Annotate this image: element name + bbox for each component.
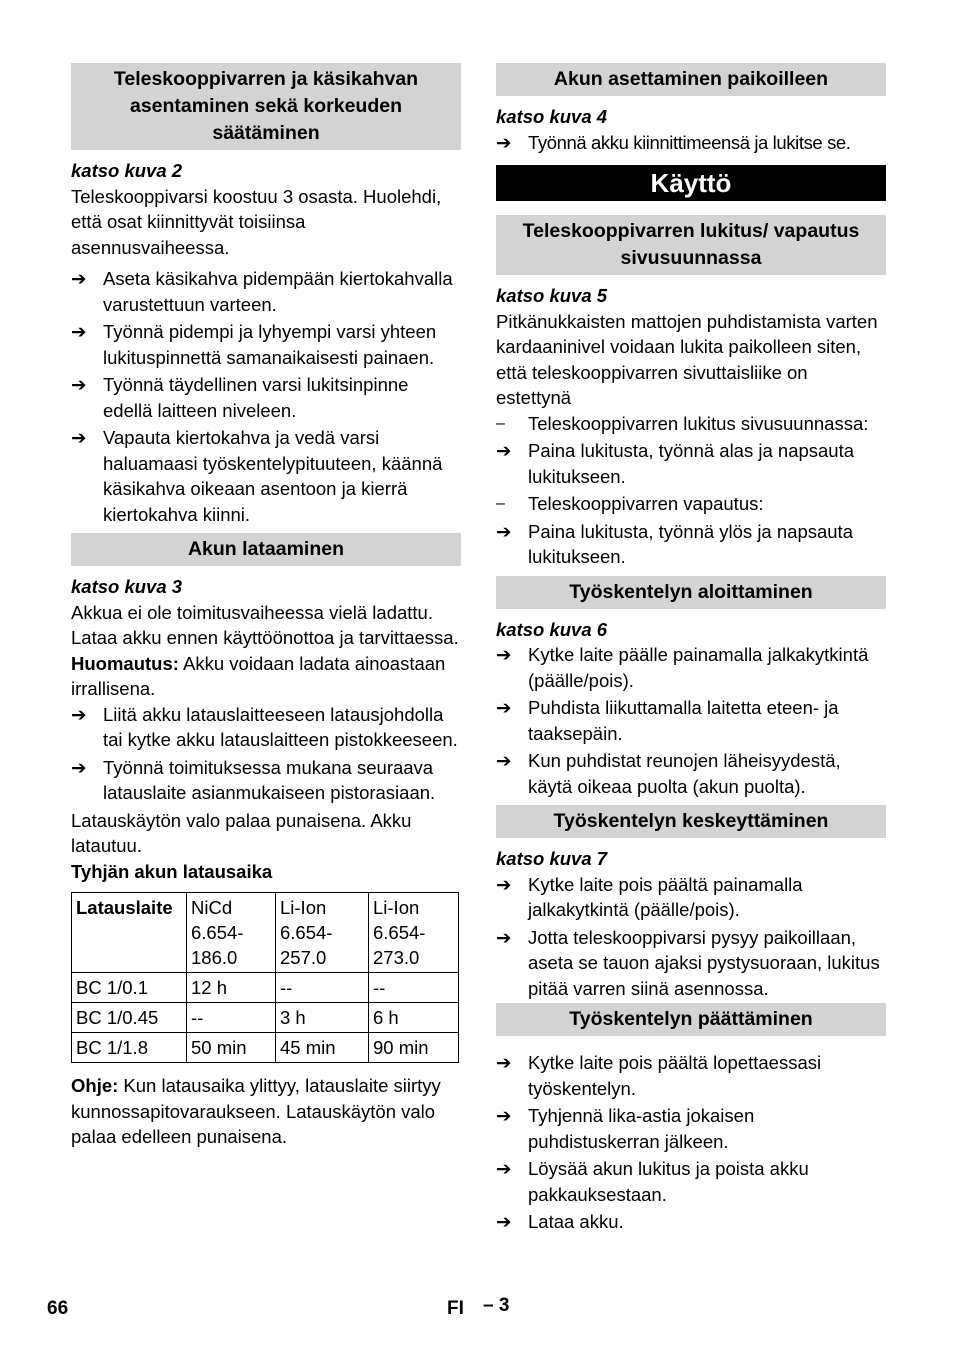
arrow-right-icon: ➔	[496, 1211, 512, 1232]
step-list	[496, 642, 886, 799]
step-item: ➔ Työnnä toimituksessa mukana seuraava latauslaite asianmukaiseen pistorasiaan.	[71, 756, 436, 803]
arrow-right-icon: ➔	[71, 268, 87, 289]
hint-label: Ohje:	[71, 1075, 119, 1096]
arrow-right-icon: ➔	[496, 926, 512, 948]
arrow-right-icon: ➔	[71, 374, 87, 395]
table-title: Tyhjän akun latausaika	[71, 860, 273, 882]
table-header-cell: NiCd 6.654-186.0	[187, 893, 276, 973]
arrow-right-icon: ➔	[496, 440, 512, 461]
arrow-right-icon: ➔	[496, 1052, 512, 1073]
dash-marker: –	[496, 495, 505, 512]
table-header-cell: Li-Ion 6.654-273.0	[369, 893, 459, 973]
table-header-cell: Latauslaite	[72, 893, 187, 973]
arrow-right-icon: ➔	[496, 520, 512, 542]
arrow-right-icon: ➔	[496, 1105, 512, 1126]
section-heading-battery-insert: Akun asettaminen paikoilleen	[496, 63, 886, 96]
language-code: FI	[447, 1298, 464, 1319]
table-cell: --	[276, 973, 369, 1003]
figure-reference: katso kuva 5	[496, 285, 608, 306]
table-cell: BC 1/1.8	[72, 1033, 187, 1063]
figure-reference: katso kuva 7	[496, 848, 608, 869]
table-cell: BC 1/0.1	[72, 973, 187, 1003]
arrow-right-icon: ➔	[496, 697, 512, 718]
dash-marker: –	[496, 414, 505, 432]
section-intro: Teleskooppivarsi koostuu 3 osasta. Huolehdi, että osat kiinnittyvät toisiinsa asennusvaiheessa.	[71, 185, 442, 258]
arrow-right-icon: ➔	[71, 703, 87, 725]
table-header-cell: Li-Ion 6.654-257.0	[276, 893, 369, 973]
charging-status: Latauskäytön valo palaa punaisena. Akku latautuu.	[71, 809, 412, 856]
arrow-right-icon: ➔	[496, 750, 512, 771]
step-item: ➔ Paina lukitusta, työnnä alas ja napsauta lukitukseen.	[496, 440, 855, 487]
step-list	[71, 266, 461, 527]
step-item: ➔ Vapauta kiertokahva ja vedä varsi haluamaasi työskentelypituuteen, käännä käsikahva oikeaan asentoon ja kierrä kiertokahva kiinni.	[71, 427, 443, 525]
step-item: ➔ Työnnä akku kiinnittimeensä ja lukitse se.	[496, 130, 886, 156]
table-cell: BC 1/0.45	[72, 1003, 187, 1033]
step-item: ➔ Liitä akku latauslaitteeseen latausjohdolla tai kytke akku latauslaitteen pistokkeeseen.	[71, 703, 458, 750]
dash-item: – Teleskooppivarren vapautus:	[496, 491, 886, 517]
step-list	[496, 130, 886, 156]
arrow-right-icon: ➔	[71, 756, 87, 778]
table-cell: 6 h	[369, 1003, 459, 1033]
section-intro: Pitkänukkaisten mattojen puhdistamista varten kardaaninivel voidaan lukita paikolleen siten, että teleskooppivarren sivuttaisliike on estettynä	[496, 310, 878, 408]
hint	[71, 1073, 461, 1150]
section-heading-start-work: Työskentelyn aloittaminen	[496, 576, 886, 609]
arrow-right-icon: ➔	[496, 644, 512, 665]
table-cell: 12 h	[187, 973, 276, 1003]
section-heading-end-work: Työskentelyn päättäminen	[496, 1003, 886, 1036]
table-cell: 90 min	[369, 1033, 459, 1063]
figure-reference: katso kuva 4	[496, 106, 608, 127]
arrow-right-icon: ➔	[71, 321, 87, 342]
section-heading-battery-charging: Akun lataaminen	[71, 533, 461, 566]
dash-item: – Teleskooppivarren lukitus sivusuunnassa:	[496, 411, 886, 437]
step-item: ➔ Kytke laite pois päältä painamalla jalkakytkintä (päälle/pois).	[496, 873, 803, 920]
table-row	[72, 1003, 459, 1033]
step-item: ➔ Jotta teleskooppivarsi pysyy paikoillaan, aseta se tauon ajaksi pystysuoraan, lukitus pitää varren siinä asennossa.	[496, 926, 880, 999]
step-list	[496, 1050, 886, 1235]
table-header-row	[72, 893, 459, 973]
step-item: ➔ Puhdista liikuttamalla laitetta eteen- ja taaksepäin.	[496, 697, 839, 744]
step-item: ➔ Tyhjennä lika-astia jokaisen puhdistuskerran jälkeen.	[496, 1105, 755, 1152]
step-item: ➔ Löysää akun lukitus ja poista akku pakkauksestaan.	[496, 1158, 809, 1205]
step-list	[496, 411, 886, 570]
note-text: Akku voidaan ladata ainoastaan irrallisena.	[71, 652, 446, 699]
table-row	[72, 973, 459, 1003]
left-column	[71, 63, 461, 1150]
table-row	[72, 1033, 459, 1063]
section-heading-interrupt-work: Työskentelyn keskeyttäminen	[496, 805, 886, 838]
arrow-right-icon: ➔	[71, 427, 87, 448]
table-cell: --	[187, 1003, 276, 1033]
hint-text: Kun latausaika ylittyy, latauslaite siirtyy kunnossapitovaraukseen. Latauskäytön valo palaa edelleen punaisena.	[71, 1075, 441, 1147]
right-column	[496, 63, 886, 1237]
figure-reference: katso kuva 3	[71, 576, 183, 597]
section-intro: Akkua ei ole toimitusvaiheessa vielä ladattu. Lataa akku ennen käyttöönottoa ja tarvittaessa.	[71, 601, 459, 648]
step-item: ➔ Kytke laite päälle painamalla jalkakytkintä (päälle/pois).	[496, 644, 869, 691]
section-heading-telescopic-handle: Teleskooppivarren ja käsikahvan asentaminen sekä korkeuden säätäminen	[71, 63, 461, 150]
step-list	[496, 872, 886, 1002]
table-cell: 45 min	[276, 1033, 369, 1063]
step-item: ➔ Aseta käsikahva pidempään kiertokahvalla varustettuun varteen.	[71, 268, 453, 315]
chapter-title: Käyttö	[496, 165, 886, 201]
section-heading-lateral-lock: Teleskooppivarren lukitus/ vapautus sivusuunnassa	[496, 215, 886, 275]
table-cell: --	[369, 973, 459, 1003]
step-item: ➔ Paina lukitusta, työnnä ylös ja napsauta lukitukseen.	[496, 520, 853, 567]
note-label: Huomautus:	[71, 652, 179, 674]
arrow-right-icon: ➔	[496, 1158, 512, 1179]
step-list	[71, 702, 461, 806]
table-cell: 50 min	[187, 1033, 276, 1063]
figure-reference: katso kuva 2	[71, 160, 183, 181]
table-cell: 3 h	[276, 1003, 369, 1033]
step-item: ➔ Työnnä pidempi ja lyhyempi varsi yhteen lukituspinnettä samanaikaisesti painaen.	[71, 321, 437, 368]
step-item: ➔ Kun puhdistat reunojen läheisyydestä, käytä oikeaa puolta (akun puolta).	[496, 750, 841, 797]
arrow-right-icon: ➔	[496, 873, 512, 895]
step-item: ➔ Kytke laite pois päältä lopettaessasi työskentelyn.	[496, 1052, 822, 1099]
page-reference: – 3	[483, 1295, 510, 1316]
arrow-right-icon: ➔	[496, 131, 512, 153]
step-item: ➔ Työnnä täydellinen varsi lukitsinpinne edellä laitteen niveleen.	[71, 374, 409, 421]
step-item: ➔ Lataa akku.	[496, 1209, 886, 1235]
note	[71, 651, 461, 702]
figure-reference: katso kuva 6	[496, 618, 608, 640]
charging-time-table	[71, 892, 459, 1063]
page-number: 66	[47, 1298, 69, 1319]
